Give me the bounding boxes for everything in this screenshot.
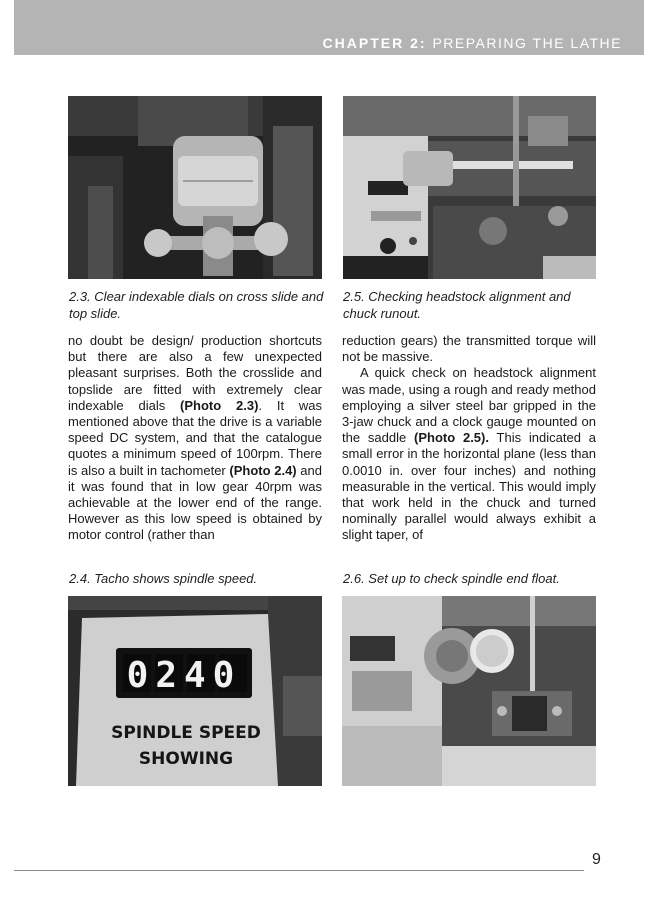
photo-2-6-image bbox=[342, 596, 596, 786]
tacho-panel-label-line1: SPINDLE SPEED bbox=[111, 723, 261, 743]
photo-2-6 bbox=[342, 596, 596, 786]
chapter-title: PREPARING THE LATHE bbox=[432, 35, 622, 51]
text-run: and it was found that in low gear 40rpm was achievable at the lower end of the range. However as this low speed is obtained by motor control (rather than bbox=[68, 462, 322, 543]
paragraph: reduction gears) the transmitted torque will not be massive. bbox=[342, 333, 596, 365]
text-run: This indicated a small error in the horizontal plane (less than 0.0010 in. over four inches) and nothing measurable in the vertical. This would imply that work held in the chuck and turned nominally parallel would always exhibit a slight taper, of bbox=[342, 430, 596, 543]
photo-reference: (Photo 2.5). bbox=[414, 430, 489, 446]
caption-photo-2-5: 2.5. Checking headstock alignment and chuck runout. bbox=[343, 289, 571, 321]
photo-2-4 bbox=[68, 596, 322, 786]
chapter-heading bbox=[323, 34, 622, 52]
photo-2-5-image bbox=[343, 96, 596, 279]
footer-rule bbox=[14, 870, 584, 871]
caption-photo-2-3: 2.3. Clear indexable dials on cross slide and top slide. bbox=[69, 289, 324, 321]
photo-2-3-image bbox=[68, 96, 322, 279]
tacho-display-digits: 0240 bbox=[126, 655, 242, 696]
text-run: no doubt be design/ production shortcuts but there are also a few unexpected pleasant surprises. Both the crosslide and topslide are fitted with extremely clear indexable dials bbox=[68, 333, 322, 413]
paragraph bbox=[68, 333, 322, 544]
chapter-header-bar bbox=[14, 0, 644, 55]
photo-reference: (Photo 2.3) bbox=[180, 397, 259, 413]
chapter-label: CHAPTER 2 bbox=[322, 35, 420, 51]
photo-2-4-image bbox=[68, 596, 322, 786]
photo-reference: (Photo 2.4) bbox=[229, 462, 297, 478]
tacho-panel-label-line2: SHOWING bbox=[138, 749, 234, 769]
caption-photo-2-4: 2.4. Tacho shows spindle speed. bbox=[69, 571, 258, 586]
photo-2-3 bbox=[68, 96, 322, 279]
caption-photo-2-6: 2.6. Set up to check spindle end float. bbox=[343, 571, 560, 586]
paragraph bbox=[342, 365, 596, 543]
body-column-left bbox=[68, 333, 322, 544]
body-column-right bbox=[342, 333, 596, 544]
text-run: A quick check on headstock alignment was made, using a rough and ready method employing a silver steel bar gripped in the 3-jaw chuck and a clock gauge mounted on the saddle bbox=[342, 365, 596, 446]
chapter-separator: : bbox=[419, 35, 427, 51]
page-number: 9 bbox=[592, 851, 601, 868]
photo-2-5 bbox=[343, 96, 596, 279]
text-run: . It was mentioned above that the drive is a variable speed DC system, and that the catalogue quotes a minimum speed of 100rpm. There is also a built in tachometer bbox=[68, 397, 322, 478]
